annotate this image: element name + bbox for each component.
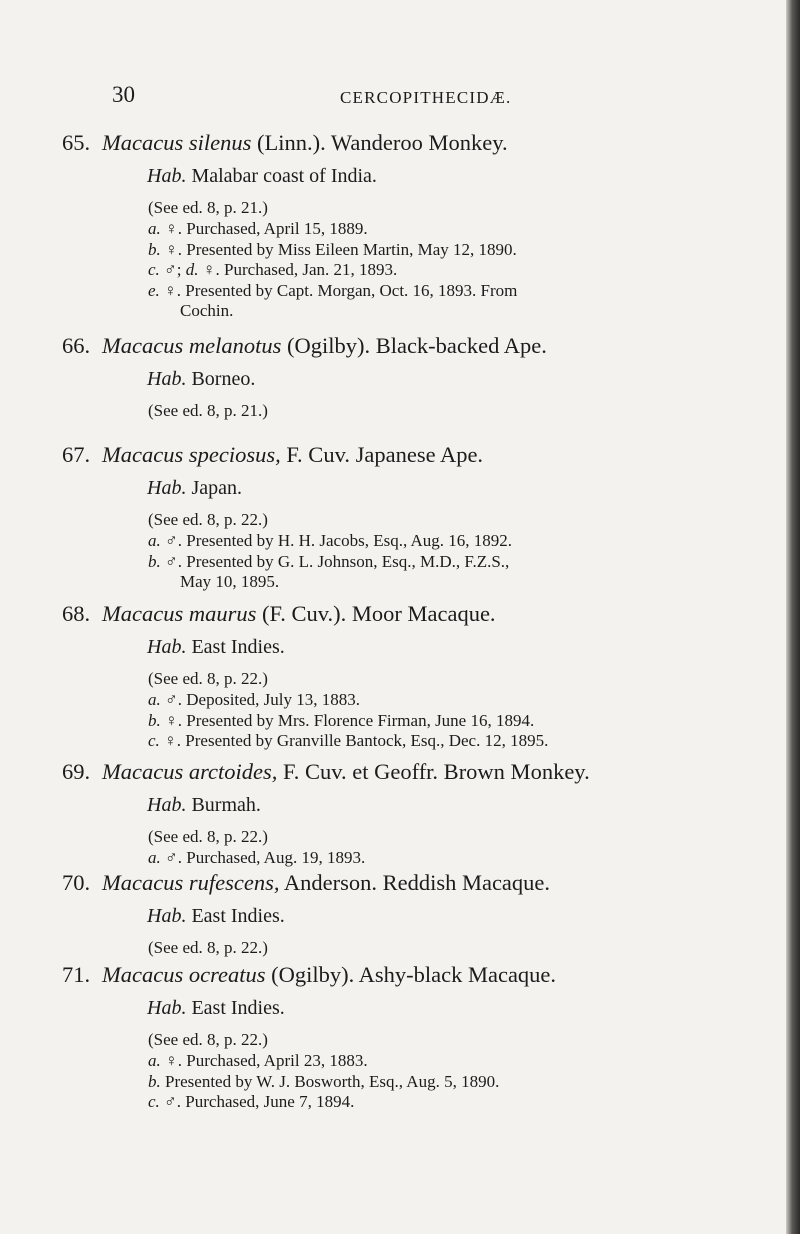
entry-headline <box>62 960 782 990</box>
habitat-label: Hab. <box>147 165 187 187</box>
entry-number: 70. <box>62 870 91 895</box>
habitat-label: Hab. <box>147 368 187 390</box>
entry-headline <box>62 757 782 787</box>
entry-headline <box>62 128 782 158</box>
specimen-text: ♀. Presented by Miss Eileen Martin, May 12, 1890. <box>160 239 517 259</box>
specimen-letter: c. <box>148 1092 160 1111</box>
habitat-text: Burmah. <box>186 794 261 816</box>
habitat-text: East Indies. <box>186 636 285 658</box>
specimen-line <box>148 240 782 261</box>
specimen-text: ♀. Presented by Capt. Morgan, Oct. 16, 1893. From <box>159 280 518 300</box>
habitat-line <box>147 161 782 192</box>
specimen-line <box>148 281 782 302</box>
specimen-list <box>148 848 782 869</box>
entry-headline <box>62 440 782 470</box>
specimen-continuation: May 10, 1895. <box>180 572 280 591</box>
entry-authority-common-name: (Ogilby). Ashy-black Macaque. <box>265 962 557 987</box>
specimen-letter: a. <box>148 848 161 867</box>
habitat-label: Hab. <box>147 905 187 927</box>
entry-headline <box>62 599 782 629</box>
specimen-letter: a. <box>148 219 161 238</box>
specimen-line <box>148 731 782 752</box>
habitat-label: Hab. <box>147 477 187 499</box>
specimen-line <box>148 848 782 869</box>
habitat-label: Hab. <box>147 636 187 658</box>
specimen-continuation: Cochin. <box>180 301 234 320</box>
specimen-letter: e. <box>148 280 160 300</box>
specimen-line <box>148 219 782 240</box>
see-reference: (See ed. 8, p. 21.) <box>148 198 268 217</box>
entry-authority-common-name: F. Cuv. Japanese Ape. <box>280 442 484 467</box>
specimen-letter: d. <box>185 260 199 279</box>
specimen-letter: b. <box>148 710 161 730</box>
entry-number: 67. <box>62 442 91 467</box>
entry-authority-common-name: (Ogilby). Black-backed Ape. <box>281 333 547 358</box>
species-name: Macacus silenus <box>102 130 252 155</box>
entry-authority-common-name: Anderson. Reddish Macaque. <box>279 870 551 895</box>
specimen-list <box>148 690 782 752</box>
habitat-text: Japan. <box>186 477 242 499</box>
specimen-text: Presented by W. J. Bosworth, Esq., Aug. 5, 1890. <box>160 1071 500 1091</box>
specimen-text: ♀. Presented by Granville Bantock, Esq., Dec. 12, 1895. <box>159 731 549 750</box>
specimen-letter: c. <box>148 260 160 279</box>
see-reference: (See ed. 8, p. 22.) <box>148 827 268 846</box>
specimen-list <box>148 1051 782 1113</box>
page-number: 30 <box>112 82 135 107</box>
specimen-list <box>148 219 782 322</box>
specimen-letter: a. <box>148 690 161 709</box>
specimen-text: ♀. Purchased, Jan. 21, 1893. <box>198 260 398 279</box>
see-reference: (See ed. 8, p. 22.) <box>148 1030 268 1049</box>
specimen-text: ♀. Presented by Mrs. Florence Firman, June 16, 1894. <box>160 710 535 730</box>
specimen-text: ♂. Purchased, June 7, 1894. <box>159 1092 355 1111</box>
specimen-text: ♂; <box>159 260 186 279</box>
entry-number: 69. <box>62 759 91 784</box>
habitat-line <box>147 901 782 932</box>
entry-number: 71. <box>62 962 91 987</box>
specimen-text: ♂. Presented by H. H. Jacobs, Esq., Aug. 16, 1892. <box>160 531 513 550</box>
entry-66 <box>62 331 782 422</box>
habitat-label: Hab. <box>147 794 187 816</box>
entry-number: 65. <box>62 130 91 155</box>
entry-71 <box>62 960 782 1113</box>
habitat-text: Borneo. <box>186 368 256 390</box>
habitat-line <box>147 632 782 663</box>
specimen-text: ♀. Purchased, April 15, 1889. <box>160 219 368 238</box>
species-name: Macacus ocreatus <box>102 962 266 987</box>
species-name: Macacus rufescens, <box>102 870 280 895</box>
entry-67 <box>62 440 782 593</box>
species-name: Macacus arctoides, <box>102 759 278 784</box>
entry-70 <box>62 868 782 959</box>
habitat-text: East Indies. <box>186 905 285 927</box>
habitat-line <box>147 993 782 1024</box>
habitat-line <box>147 364 782 395</box>
entry-65 <box>62 128 782 322</box>
entry-number: 68. <box>62 601 91 626</box>
specimen-line <box>148 1072 782 1093</box>
specimen-text: ♂. Purchased, Aug. 19, 1893. <box>160 848 366 867</box>
species-name: Macacus maurus <box>102 601 257 626</box>
specimen-letter: b. <box>148 239 161 259</box>
specimen-line <box>148 552 782 573</box>
habitat-label: Hab. <box>147 997 187 1019</box>
specimen-line <box>148 1092 782 1113</box>
specimen-line <box>148 711 782 732</box>
specimen-line <box>148 260 782 281</box>
see-reference: (See ed. 8, p. 21.) <box>148 401 268 420</box>
habitat-line <box>147 790 782 821</box>
specimen-line <box>148 1051 782 1072</box>
entry-68 <box>62 599 782 752</box>
specimen-letter: b. <box>148 1071 161 1091</box>
specimen-line <box>148 690 782 711</box>
entry-authority-common-name: (Linn.). Wanderoo Monkey. <box>251 130 508 155</box>
entry-headline <box>62 331 782 361</box>
specimen-letter: a. <box>148 531 161 550</box>
entry-number: 66. <box>62 333 91 358</box>
see-reference: (See ed. 8, p. 22.) <box>148 669 268 688</box>
entry-authority-common-name: F. Cuv. et Geoffr. Brown Monkey. <box>277 759 590 784</box>
specimen-letter: b. <box>148 551 161 571</box>
see-reference: (See ed. 8, p. 22.) <box>148 510 268 529</box>
specimen-text: ♂. Deposited, July 13, 1883. <box>160 690 361 709</box>
habitat-text: Malabar coast of India. <box>186 165 377 187</box>
entry-headline <box>62 868 782 898</box>
species-name: Macacus melanotus <box>102 333 282 358</box>
see-reference: (See ed. 8, p. 22.) <box>148 938 268 957</box>
habitat-line <box>147 473 782 504</box>
entry-authority-common-name: (F. Cuv.). Moor Macaque. <box>256 601 496 626</box>
specimen-list <box>148 531 782 593</box>
entry-69 <box>62 757 782 869</box>
specimen-letter: a. <box>148 1051 161 1070</box>
specimen-text: ♀. Purchased, April 23, 1883. <box>160 1051 368 1070</box>
specimen-text: ♂. Presented by G. L. Johnson, Esq., M.D., F.Z.S., <box>160 551 510 571</box>
scan-edge-shadow <box>786 0 800 1234</box>
species-name: Macacus speciosus, <box>102 442 281 467</box>
running-head: CERCOPITHECIDÆ. <box>340 88 512 107</box>
specimen-letter: c. <box>148 731 160 750</box>
specimen-line <box>148 531 782 552</box>
habitat-text: East Indies. <box>186 997 285 1019</box>
